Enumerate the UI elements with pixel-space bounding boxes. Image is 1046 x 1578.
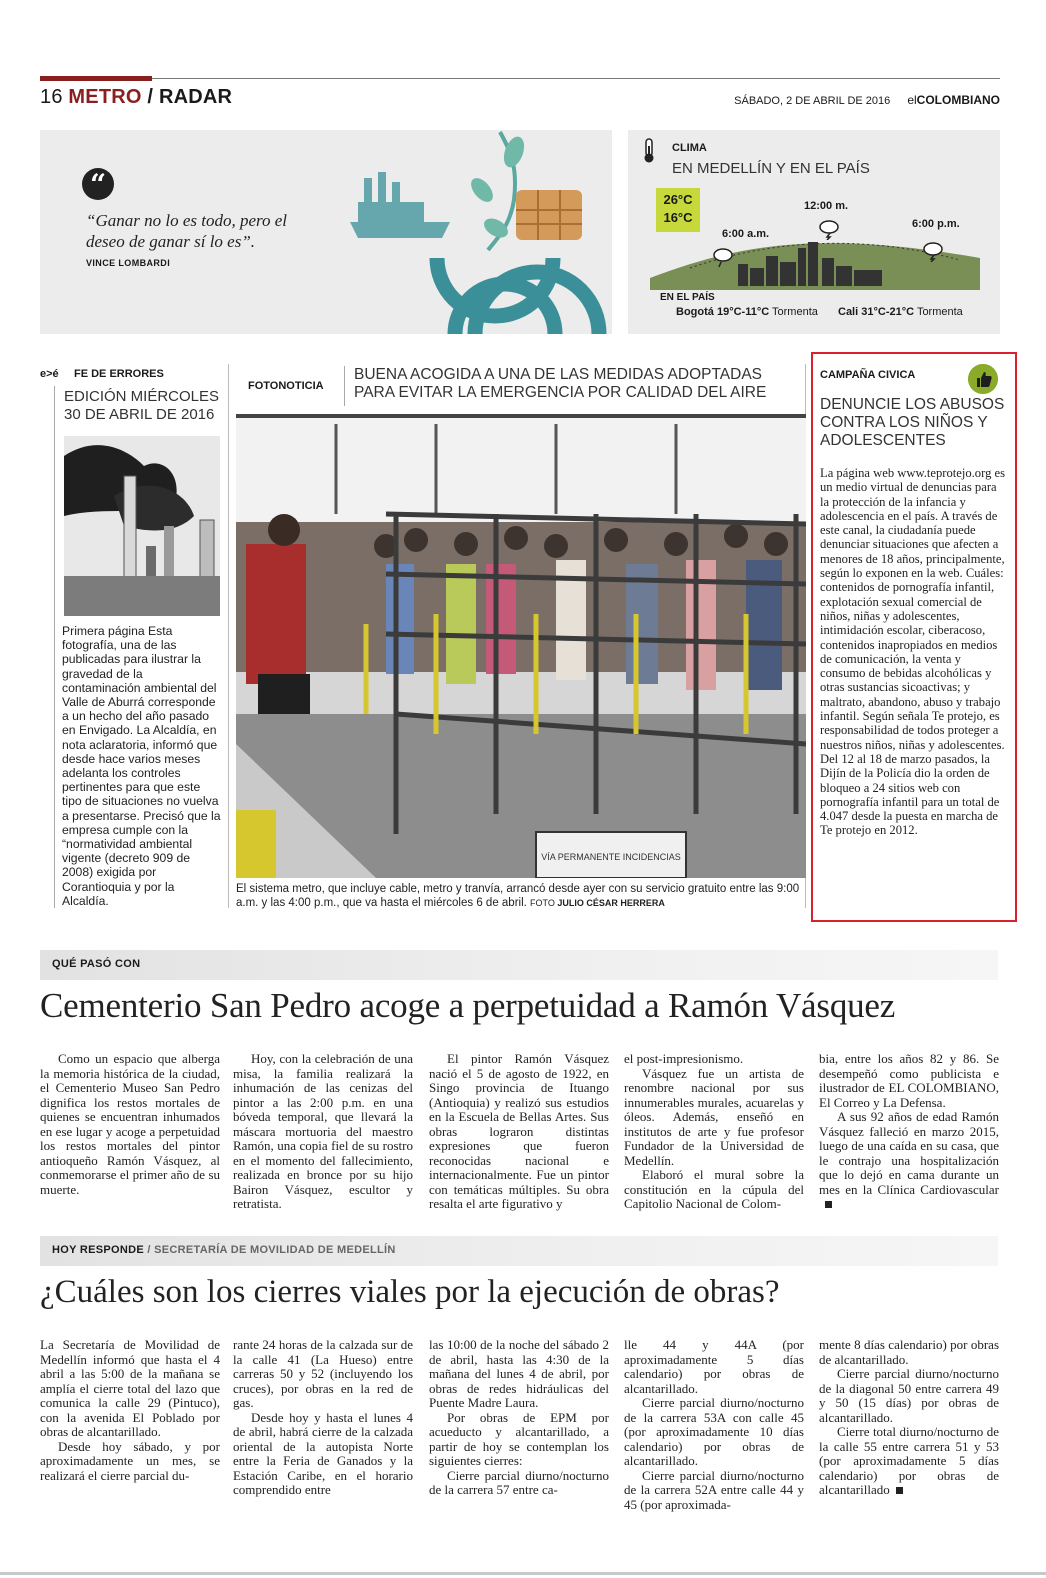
smokestack-photo (64, 436, 220, 616)
temp-high: 26°C (663, 192, 693, 207)
city-name: Bogotá (676, 306, 714, 318)
paragraph: mente 8 días calendario) por obras de alcantarillado. (819, 1337, 999, 1367)
paragraph: Desde hoy sábado, y por aproximadamente un mes, se realizará el cierre parcial du- (40, 1438, 220, 1483)
paragraph: Hoy, con la celebración de una misa, la familia realizará la inhumación de las cenizas del pintor a las 2:00 p.m. en una bóveda temporal, que llevará la máscara mortuoria del maestro Ramón, una copia fiel de su rostro en el momento del fallecimiento, realizada en bronce por su hijo Bairon Vásquez, escultor y retratista. (233, 1051, 413, 1211)
photo-news-separator (344, 366, 345, 406)
paragraph: Como un espacio que alberga la memoria histórica de la ciudad, el Cementerio Museo San Pedro dignifica los restos mortales de quienes se encuentran inhumados en ese lugar y acoge a perpetuidad los restos mortales del pintor antioqueño Ramón Vásquez, al conmemorarse el primer año de su muerte. (40, 1051, 220, 1197)
temp-low: 16°C (663, 210, 693, 225)
corrections-rule (54, 386, 55, 908)
quote-text: “Ganar no lo es todo, pero el deseo de ganar sí lo es”. (86, 211, 288, 251)
weather-subtitle: EN MEDELLÍN Y EN EL PAÍS (672, 160, 870, 177)
article-column (429, 1338, 609, 1498)
forecast-time-evening: 6:00 p.m. (912, 218, 960, 230)
page-bottom-edge (0, 1572, 1046, 1575)
city-condition: Tormenta (916, 306, 963, 318)
city-temp: 31°C-21°C (861, 306, 915, 318)
article-column (233, 1052, 413, 1212)
what-happened-label: QUÉ PASÓ CON (52, 958, 141, 970)
subsection-name: RADAR (158, 86, 233, 108)
paragraph: Cierre parcial diurno/nocturno de la diagonal 50 entre carrera 49 y 50 (15 días) por obras de alcantarillado. (819, 1366, 999, 1425)
today-answers-label-main: HOY RESPONDE (52, 1244, 145, 1256)
forecast-time-morning: 6:00 a.m. (722, 228, 770, 240)
corrections-edition: EDICIÓN MIÉRCOLES 30 DE ABRIL DE 2016 (64, 388, 220, 423)
section-name: METRO (68, 86, 142, 108)
paragraph: Cierre parcial diurno/nocturno de la carrera 53A con calle 45 (por aproximadamente 10 días calendario) por obras de alcantarillado. (624, 1395, 804, 1468)
article-column (429, 1052, 609, 1212)
article-column (624, 1052, 804, 1212)
paragraph: Cierre parcial diurno/nocturno de la carrera 52A entre calle 44 y 45 (por aproximada- (624, 1467, 804, 1512)
thumbs-up-icon (968, 364, 998, 394)
forecast-time-noon: 12:00 m. (804, 200, 849, 212)
credit-prefix: FOTO (530, 898, 555, 908)
paragraph: el post-impresionismo. (624, 1051, 744, 1066)
what-happened-band (40, 950, 998, 980)
end-of-article-mark (825, 1201, 832, 1208)
paragraph: lle 44 y 44A (por aproximadamente 5 días calendario) por obras de alcantarillado. (624, 1337, 804, 1396)
page-header-left (40, 86, 232, 109)
end-of-article-mark (896, 1487, 903, 1494)
corrections-title: FE DE ERRORES (74, 368, 164, 380)
paragraph: Vásquez fue un artista de renombre nacional por sus innumerables murales, acuarelas y óleos. Además, enseñó en institutos de arte y fue profesor Fundador de la Universidad de Medellín. (624, 1065, 804, 1168)
paragraph: Elaboró el mural sobre la constitución en la cúpula del Capitolio Nacional de Colom- (624, 1167, 804, 1211)
campaign-body: La página web www.teproteјo.org es un medio virtual de denuncias para la protección de la infancia y adolescencia en el país. A través de este canal, la ciudadanía puede denunciar situaciones que afecten a menores de 18 años, principalmente, según lo exponen en la web. Cuáles: contenidos de pornografía infantil, explotación sexual comercial de niños, niñas y adolescentes, intimidación escolar, ciberacoso, contenidos inapropiados en medios de comunicación, la venta y consumo de bebidas alcohólicas y otras sustancias sicoactivas; y maltrato, abandono, abuso y trabajo infantil. Según señala Te protejo, es responsabilidad de todos proteger a nuestros niños, niñas y adolescentes. Del 12 al 18 de marzo pasados, la Dijín de la Policía dio la orden de bloqueo a 24 sitios web con pornografía infantil para un total de 4.047 desde la puesta en marcha de Te protejo en 2012. (820, 466, 1006, 838)
paragraph-text: Cierre total diurno/nocturno de la calle 55 entre carrera 51 y 53 (por aproximadamente 5 días calendario) por obras de alcantarillado (819, 1424, 999, 1497)
country-weather-label: EN EL PAÍS (660, 292, 715, 303)
temperature-box (656, 188, 700, 232)
caption-text: El sistema metro, que incluye cable, metro y tranvía, arrancó desde ayer con su servicio gratuito entre las 9:00 a.m. y las 4:00 p.m., que va hasta el miércoles 6 de abril. (236, 883, 800, 909)
campaign-headline: DENUNCIE LOS ABUSOS CONTRA LOS NIÑOS Y ADOLESCENTES (820, 396, 1005, 449)
cali-weather (838, 306, 963, 318)
paragraph: rante 24 horas de la calzada sur de la calle 41 (La Hueso) entre carreras 50 y 52 (incluyendo los cruces), por obras en la red de gas. (233, 1337, 413, 1410)
article-column (819, 1052, 999, 1212)
station-sign-text: VÍA PERMANENTE INCIDENCIAS (541, 852, 681, 862)
quote-mark-icon: “ (82, 168, 114, 200)
photo-news-headline: BUENA ACOGIDA A UNA DE LAS MEDIDAS ADOPTADAS PARA EVITAR LA EMERGENCIA POR CALIDAD DEL AIRE (354, 366, 767, 401)
what-happened-headline: Cementerio San Pedro acoge a perpetuidad a Ramón Vásquez (40, 986, 896, 1025)
storm-cloud-icon (818, 218, 840, 240)
article-column (233, 1338, 413, 1498)
today-answers-label-source: / SECRETARÍA DE MOVILIDAD DE MEDELLÍN (147, 1244, 396, 1256)
city-condition: Tormenta (772, 306, 818, 318)
bogota-weather (676, 306, 818, 318)
paragraph: El pintor Ramón Vásquez nació el 5 de agosto de 1922, en Singo provincia de Ituango (Antioquia) y realizó sus estudios en la Escuela de Bellas Artes. Sus obras lograron distintas expresiones que fueron reconocidas nacional e internacionalmente. Fue un pintor con temáticas múltiples. Su obra resalta el arte figurativo y (429, 1051, 609, 1211)
article-column (624, 1338, 804, 1512)
city-name: Cali (838, 306, 859, 318)
page-number: 16 (40, 86, 63, 108)
photo-news-label: FOTONOTICIA (248, 380, 324, 392)
issue-date: SÁBADO, 2 DE ABRIL DE 2016 (734, 95, 891, 107)
article-column (819, 1338, 999, 1498)
photo-news-caption (236, 882, 806, 910)
paragraph: bia, entre los años 82 y 86. Se desempeñó como publicista e ilustrador de EL COLOMBIANO, El Correo y La Defensa. (819, 1051, 999, 1110)
corrections-body: Primera página Esta fotografía, una de las publicadas para ilustrar la gravedad de la contaminación ambiental del Valle de Aburrá corresponde a un hecho del año pasado en Envigado. La Alcaldía, en nota aclaratoria, informó que desde hace varios meses adelanta los controles pertinentes para que este tipo de situaciones no vuelva a presentarse. Precisó que la empresa cumple con la “normatividad ambiental vigente (decreto 909 de 2008) exigida por Corantioquia y por la Alcaldía. (62, 624, 221, 908)
brand-name: COLOMBIANO (916, 93, 1000, 107)
paragraph: La Secretaría de Movilidad de Medellín informó que hasta el 4 abril a las 5:00 de la mañana se amplía el cierre total del lazo que comunica la calle 29 (Pintuco), con la avenida El Poblado por obras de alcantarillado. (40, 1337, 220, 1439)
brand-prefix: el (907, 93, 917, 107)
page-header-right (734, 93, 1000, 107)
header-rule (152, 78, 1000, 79)
paragraph (819, 1110, 999, 1212)
paragraph: las 10:00 de la noche del sábado 2 de abril, hasta las 4:30 de la mañana del lunes 4 de abril, por obras de redes hidráulicas del Puente Madre Laura. (429, 1337, 609, 1410)
paragraph: Desde hoy y hasta el lunes 4 de abril, habrá cierre de la calzada oriental de la autopista Norte entre la Feria de Ganados y la Estación Caribe, en el horario comprendido entre (233, 1409, 413, 1497)
article-column (40, 1052, 220, 1197)
rain-cloud-icon (712, 246, 734, 268)
quote-author: VINCE LOMBARDI (86, 258, 171, 268)
city-temp: 19°C-11°C (716, 306, 770, 318)
paragraph (819, 1425, 999, 1498)
newspaper-brand (907, 93, 1000, 107)
thermometer-icon (640, 138, 658, 164)
credit-name: JULIO CÉSAR HERRERA (557, 898, 665, 908)
metro-station-photo (236, 414, 806, 878)
today-answers-label (52, 1244, 396, 1256)
column-divider (228, 364, 229, 908)
storm-cloud-icon (922, 240, 944, 262)
paragraph: Cierre parcial diurno/nocturno de la carrera 57 entre ca- (429, 1467, 609, 1497)
weather-title: CLIMA (672, 142, 707, 154)
article-column (40, 1338, 220, 1483)
section-slash: / (147, 86, 154, 108)
paragraph: Por obras de EPM por acueducto y alcantarillado, a partir de hoy se contemplan los siguientes cierres: (429, 1409, 609, 1468)
campaign-title: CAMPAÑA CIVICA (820, 369, 916, 381)
photo-credit (530, 898, 665, 908)
paragraph-text: A sus 92 años de edad Ramón Vásquez falleció en marzo 2015, luego de una caída en su casa, que le contrajo una hospitalización que lo dejó en cama durante un mes en la Clínica Cardiovascular (819, 1109, 999, 1197)
correction-icon: e>é (40, 368, 59, 380)
today-answers-headline: ¿Cuáles son los cierres viales por la ejecución de obras? (40, 1274, 780, 1310)
header-accent-rule (40, 76, 152, 81)
